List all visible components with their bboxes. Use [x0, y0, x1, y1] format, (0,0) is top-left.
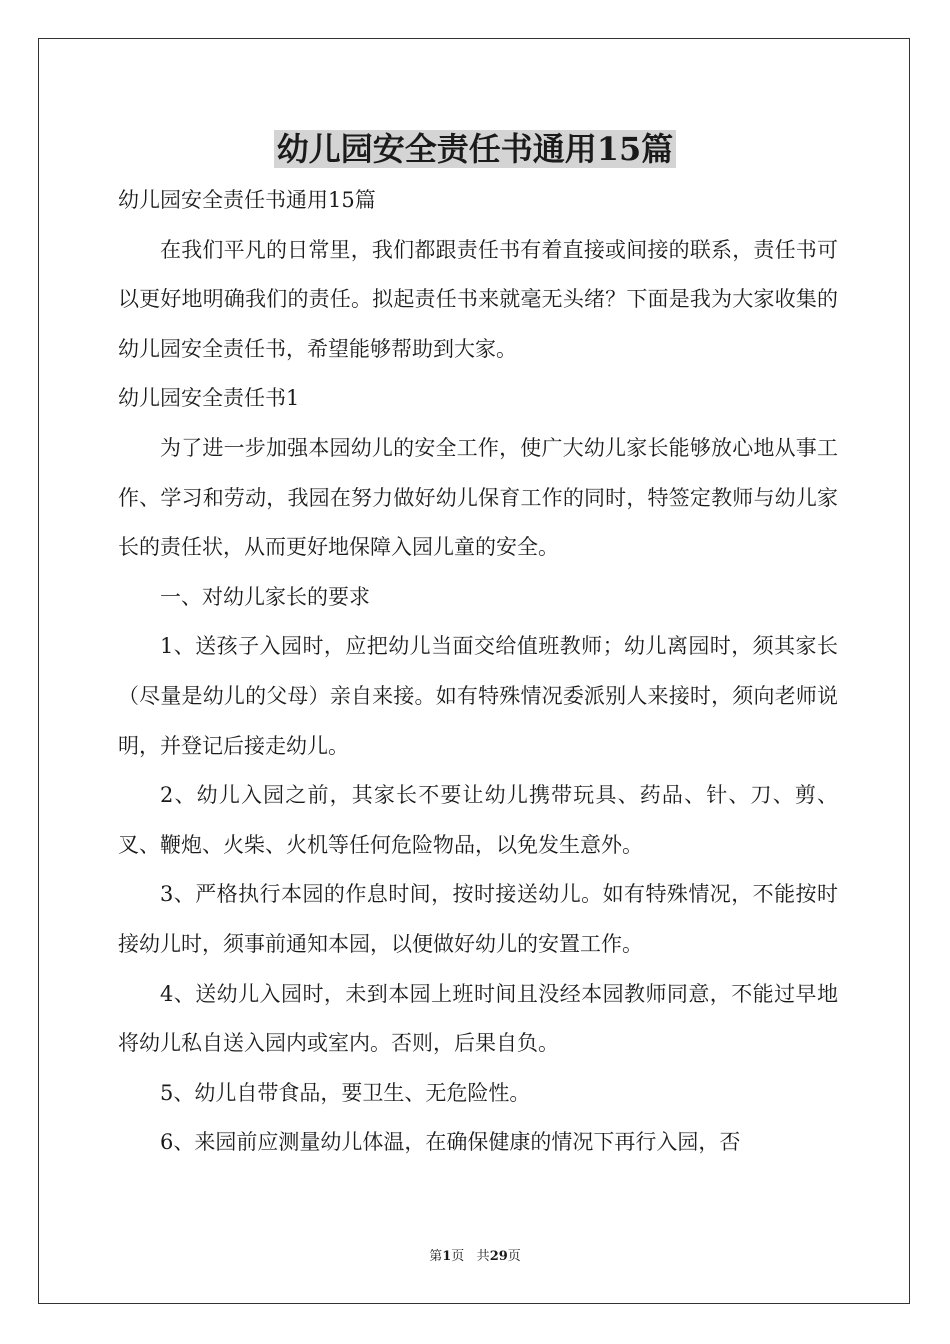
body-paragraph: 在我们平凡的日常里，我们都跟责任书有着直接或间接的联系，责任书可以更好地明确我们的责任。拟起责任书来就毫无头绪？下面是我为大家收集的幼儿园安全责任书，希望能够帮助到大家。: [118, 237, 838, 361]
document-body: [118, 176, 838, 1168]
document-title: [0, 126, 950, 172]
body-paragraph: 3、严格执行本园的作息时间，按时接送幼儿。如有特殊情况，不能按时接幼儿时，须事前通知本园，以便做好幼儿的安置工作。: [118, 882, 838, 956]
footer-total-pages: 29: [489, 1249, 508, 1264]
footer-page-prefix: 第: [429, 1249, 443, 1264]
body-paragraph: 6、来园前应测量幼儿体温，在确保健康的情况下再行入园，否: [160, 1130, 741, 1155]
body-paragraph: 2、幼儿入园之前，其家长不要让幼儿携带玩具、药品、针、刀、剪、叉、鞭炮、火柴、火机等任何危险物品，以免发生意外。: [118, 783, 838, 857]
page-footer: [0, 1248, 950, 1266]
body-paragraph: 5、幼儿自带食品，要卫生、无危险性。: [160, 1080, 531, 1105]
body-paragraph: 幼儿园安全责任书通用15篇: [118, 188, 376, 212]
body-paragraph: 1、送孩子入园时，应把幼儿当面交给值班教师；幼儿离园时，须其家长（尽量是幼儿的父母）亲自来接。如有特殊情况委派别人来接时，须向老师说明，并登记后接走幼儿。: [118, 634, 838, 758]
body-paragraph: 4、送幼儿入园时，未到本园上班时间且没经本园教师同意，不能过早地将幼儿私自送入园内或室内。否则，后果自负。: [118, 981, 838, 1056]
body-paragraph: 为了进一步加强本园幼儿的安全工作，使广大幼儿家长能够放心地从事工作、学习和劳动，我园在努力做好幼儿保育工作的同时，特签定教师与幼儿家长的责任状，从而更好地保障入园儿童的安全。: [118, 435, 838, 560]
footer-total-suffix: 页: [507, 1249, 521, 1264]
body-paragraph: 一、对幼儿家长的要求: [160, 584, 370, 609]
footer-page-suffix: 页: [451, 1249, 465, 1264]
document-title-text: 幼儿园安全责任书通用15篇: [274, 130, 677, 168]
body-paragraph: 幼儿园安全责任书1: [118, 386, 300, 411]
footer-total-prefix: 共: [476, 1249, 490, 1264]
footer-page-number: 1: [442, 1249, 452, 1264]
